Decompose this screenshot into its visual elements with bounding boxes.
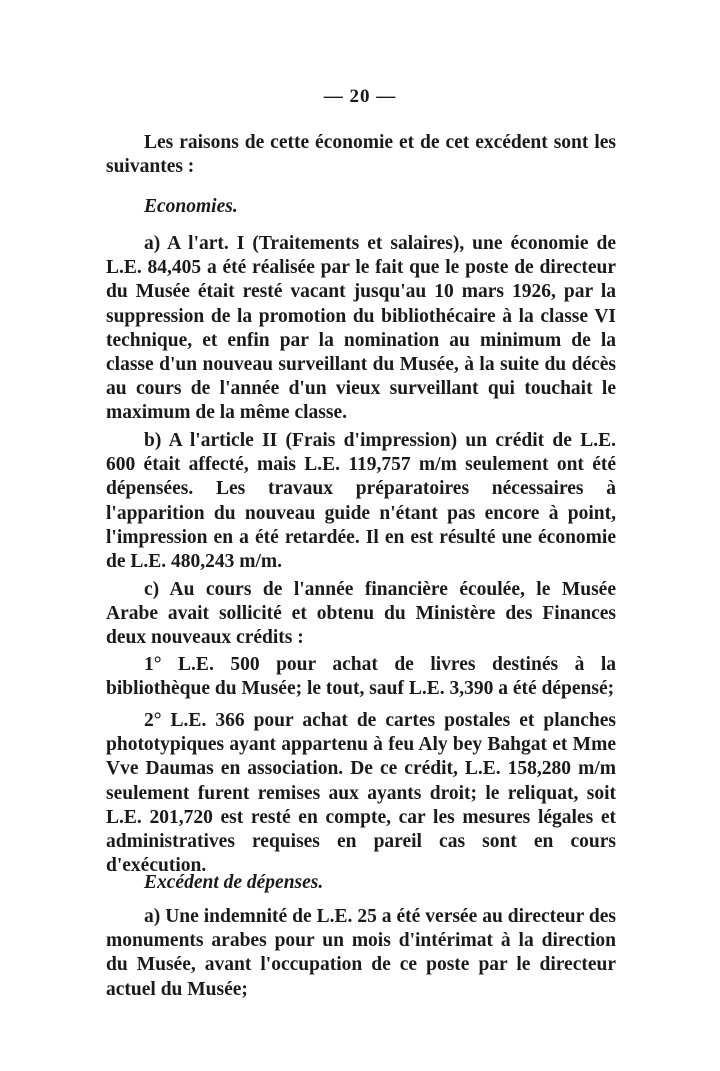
economies-b-text: b) A l'article II (Frais d'impression) un crédit de L.E. 600 était affecté, mais L.E. 119,757 m/m seulement ont été dépensées. Les travaux préparatoires nécessaires à l'apparition du nouveau guide n'étant pas encore à point, l'impression en a été retardée. Il en est résulté une économie de L.E. 480,243 m/m. [106, 430, 616, 573]
economies-heading: Economies. [144, 196, 238, 217]
excedent-heading: Excédent de dépenses. [144, 872, 324, 893]
economies-c-text: c) Au cours de l'année financière écoulée, le Musée Arabe avait sollicité et obtenu du Ministère des Finances deux nouveaux crédits : [106, 579, 616, 649]
economies-c2-text: 2° L.E. 366 pour achat de cartes postales et planches phototypiques ayant appartenu à feu Aly bey Bahgat et Mme Vve Daumas en association. De ce crédit, L.E. 158,280 m/m seulement furent remises aux ayants droit; le reliquat, soit L.E. 201,720 est resté en compte, car les mesures légales et administratives requises en pareil cas sont en cours d'exécution. [106, 710, 616, 877]
intro-text: Les raisons de cette économie et de cet excédent sont les suivantes : [106, 132, 616, 178]
economies-c1-text: 1° L.E. 500 pour achat de livres destinés à la bibliothèque du Musée; le tout, sauf L.E. 3,390 a été dépensé; [106, 654, 616, 700]
economies-a-text: a) A l'art. I (Traitements et salaires), une économie de L.E. 84,405 a été réalisée par le fait que le poste de directeur du Musée était resté vacant jusqu'au 10 mars 1926, par la suppression de la promotion du bibliothécaire à la classe VI technique, et enfin par la nomination au minimum de la classe d'un nouveau surveillant du Musée, à la suite du décès au cours de l'année d'un vieux surveillant qui touchait le maximum de la même classe. [106, 233, 616, 424]
economies-paragraph-a [106, 232, 616, 426]
page-number: — 20 — [323, 86, 397, 107]
excedent-a-text: a) Une indemnité de L.E. 25 a été versée au directeur des monuments arabes pour un mois d'intérimat à la direction du Musée, avant l'occupation de ce poste par le directeur actuel du Musée; [106, 906, 616, 1000]
economies-paragraph-c2 [106, 709, 616, 878]
excedent-paragraph-a [106, 905, 616, 1002]
economies-paragraph-b [106, 429, 616, 574]
economies-paragraph-c [106, 578, 616, 651]
economies-paragraph-c1 [106, 653, 616, 701]
intro-paragraph [106, 131, 616, 179]
